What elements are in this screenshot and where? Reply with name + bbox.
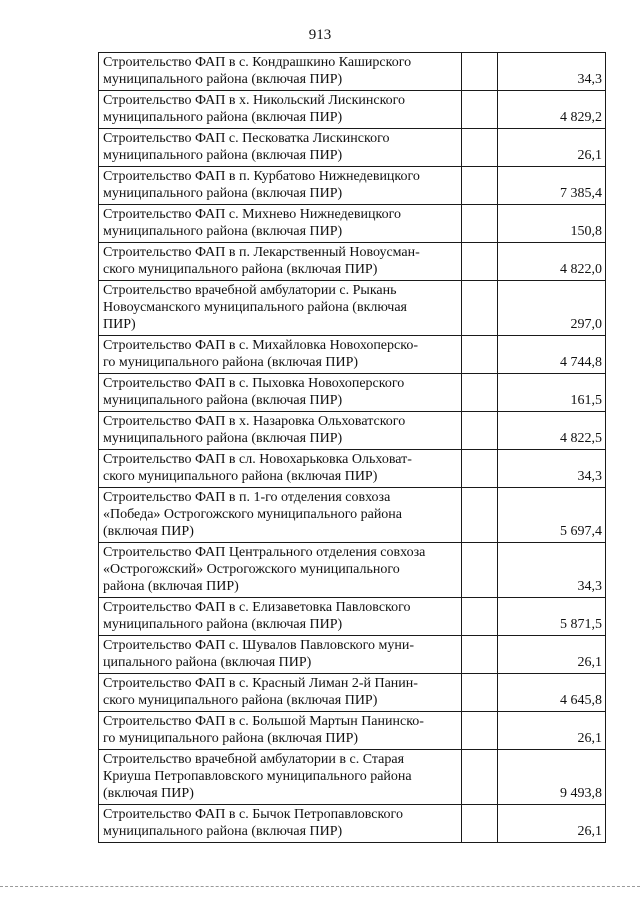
amount-cell: 4 822,0 [498,243,606,281]
amount-cell: 5 697,4 [498,488,606,543]
empty-cell [462,636,498,674]
project-name-line: Строительство ФАП с. Песковатка Лискинского [103,131,390,146]
project-name-line: муниципального района (включая ПИР) [103,617,343,632]
project-name-cell [99,598,462,636]
amount-cell: 4 645,8 [498,674,606,712]
project-name-line: ского муниципального района (включая ПИР) [103,262,378,277]
empty-cell [462,543,498,598]
project-name-line: муниципального района (включая ПИР) [103,431,343,446]
empty-cell [462,129,498,167]
empty-cell [462,243,498,281]
project-name-line: Строительство ФАП с. Михнево Нижнедевицкого [103,207,401,222]
amount-cell: 161,5 [498,374,606,412]
project-name-line: района (включая ПИР) [103,579,239,594]
project-name-line: Строительство ФАП в с. Большой Мартын Панинско- [103,714,424,729]
project-name-cell [99,243,462,281]
project-name-line: муниципального района (включая ПИР) [103,110,343,125]
amount-cell: 34,3 [498,543,606,598]
empty-cell [462,205,498,243]
project-name-line: Строительство ФАП в п. Курбатово Нижнедевицкого [103,169,420,184]
project-name-cell [99,674,462,712]
project-name-cell [99,91,462,129]
empty-cell [462,488,498,543]
project-name-line: Строительство врачебной амбулатории с. Рыкань [103,283,397,298]
table-row [99,488,606,543]
empty-cell [462,281,498,336]
table-row [99,450,606,488]
bottom-edge-line [0,886,640,887]
empty-cell [462,53,498,91]
table-row [99,805,606,843]
project-name-line: (включая ПИР) [103,524,194,539]
project-name-line: Строительство ФАП в х. Назаровка Ольховатского [103,414,406,429]
table-row [99,674,606,712]
project-name-line: го муниципального района (включая ПИР) [103,355,359,370]
table-row [99,636,606,674]
empty-cell [462,750,498,805]
amount-cell: 150,8 [498,205,606,243]
amount-cell: 7 385,4 [498,167,606,205]
table-row [99,374,606,412]
empty-cell [462,412,498,450]
table-row [99,598,606,636]
empty-cell [462,674,498,712]
table-row [99,281,606,336]
project-name-cell [99,412,462,450]
amount-cell: 4 822,5 [498,412,606,450]
project-name-line: Строительство ФАП в п. Лекарственный Новоусман- [103,245,420,260]
project-name-line: Строительство ФАП в п. 1-го отделения совхоза [103,490,391,505]
project-name-line: Строительство ФАП в с. Пыховка Новохоперского [103,376,405,391]
table-body [99,53,606,843]
table-row [99,336,606,374]
project-name-line: Строительство ФАП в с. Бычок Петропавловского [103,807,403,822]
project-name-line: муниципального района (включая ПИР) [103,224,343,239]
project-name-cell [99,488,462,543]
table-row [99,91,606,129]
project-name-cell [99,336,462,374]
project-name-cell [99,636,462,674]
project-name-cell [99,167,462,205]
project-name-cell [99,129,462,167]
project-name-line: Строительство ФАП в с. Красный Лиман 2-й Панин- [103,676,418,691]
project-name-line: Строительство ФАП в с. Елизаветовка Павловского [103,600,411,615]
empty-cell [462,167,498,205]
project-name-cell [99,712,462,750]
amount-cell: 26,1 [498,129,606,167]
table-row [99,167,606,205]
project-name-line: «Победа» Острогожского муниципального района [103,507,403,522]
table-row [99,205,606,243]
table-row [99,243,606,281]
amount-cell: 297,0 [498,281,606,336]
project-name-line: муниципального района (включая ПИР) [103,148,343,163]
project-name-line: Строительство врачебной амбулатории в с. Старая [103,752,405,767]
empty-cell [462,598,498,636]
project-name-cell [99,450,462,488]
table-row [99,129,606,167]
table-row [99,712,606,750]
project-name-cell [99,374,462,412]
amount-cell: 26,1 [498,805,606,843]
amount-cell: 4 829,2 [498,91,606,129]
empty-cell [462,374,498,412]
amount-cell: 26,1 [498,712,606,750]
project-name-cell [99,750,462,805]
amount-cell: 26,1 [498,636,606,674]
project-name-cell [99,543,462,598]
empty-cell [462,805,498,843]
project-name-line: Криуша Петропавловского муниципального района [103,769,412,784]
amount-cell: 9 493,8 [498,750,606,805]
project-name-line: «Острогожский» Острогожского муниципального [103,562,400,577]
project-name-line: Строительство ФАП в с. Михайловка Новохоперско- [103,338,418,353]
project-name-cell [99,281,462,336]
project-name-line: Строительство ФАП Центрального отделения совхоза [103,545,426,560]
project-name-line: муниципального района (включая ПИР) [103,72,343,87]
project-name-line: Новоусманского муниципального района (включая [103,300,407,315]
project-name-line: муниципального района (включая ПИР) [103,186,343,201]
project-name-line: Строительство ФАП в х. Никольский Лискинского [103,93,406,108]
table-row [99,750,606,805]
empty-cell [462,91,498,129]
project-name-line: ПИР) [103,317,136,332]
table-row [99,412,606,450]
project-name-line: муниципального района (включая ПИР) [103,824,343,839]
empty-cell [462,712,498,750]
project-name-cell [99,53,462,91]
amount-cell: 34,3 [498,450,606,488]
project-name-line: го муниципального района (включая ПИР) [103,731,359,746]
project-name-line: ципального района (включая ПИР) [103,655,312,670]
amount-cell: 4 744,8 [498,336,606,374]
project-name-line: ского муниципального района (включая ПИР) [103,469,378,484]
project-name-line: Строительство ФАП в сл. Новохарьковка Ольховат- [103,452,412,467]
project-name-line: муниципального района (включая ПИР) [103,393,343,408]
table-row [99,543,606,598]
empty-cell [462,450,498,488]
table-row [99,53,606,91]
budget-table [98,52,606,843]
project-name-line: Строительство ФАП в с. Кондрашкино Каширского [103,55,412,70]
project-name-cell [99,805,462,843]
amount-cell: 34,3 [498,53,606,91]
amount-cell: 5 871,5 [498,598,606,636]
project-name-line: (включая ПИР) [103,786,194,801]
project-name-line: ского муниципального района (включая ПИР) [103,693,378,708]
empty-cell [462,336,498,374]
page-number: 913 [308,27,332,43]
project-name-cell [99,205,462,243]
project-name-line: Строительство ФАП с. Шувалов Павловского муни- [103,638,415,653]
